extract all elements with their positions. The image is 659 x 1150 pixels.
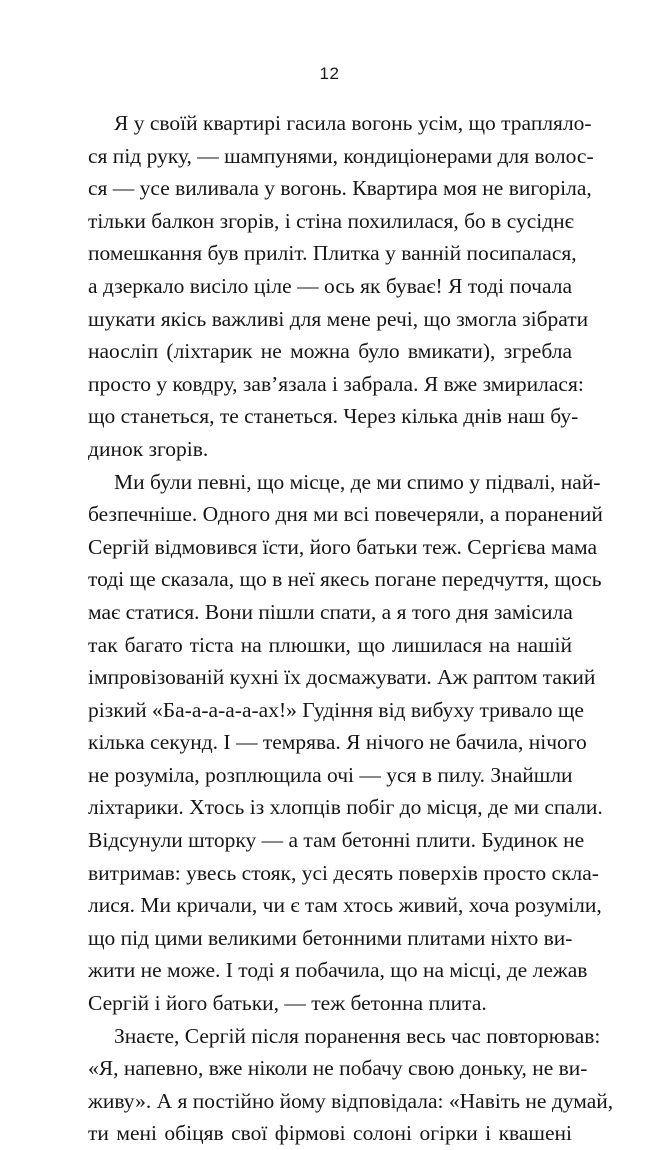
- text-line: кілька секунд. І — темрява. Я нічого не бачила, нічого: [88, 730, 587, 755]
- text-line: Відсунули шторку — а там бетонні плити. Будинок не: [88, 828, 585, 853]
- text-line: має статися. Вони пішли спати, а я того дня замісила: [88, 599, 573, 624]
- text-line: Знаєте, Сергій після поранення весь час повторював:: [114, 1023, 601, 1048]
- text-line: імпровізованій кухні їх досмажувати. Аж раптом такий: [88, 665, 596, 690]
- text-line: не розуміла, розплющила очі — уся в пилу. Знайшли: [88, 762, 573, 787]
- text-line: лися. Ми кричали, чи є там хтось живий, хоча розуміли,: [88, 893, 602, 918]
- text-line: різкий «Ба-а-а-а-а-ах!» Гудіння від вибуху тривало ще: [88, 697, 584, 722]
- text-line: жити не може. І тоді я побачила, що на місці, де лежав: [88, 958, 588, 983]
- text-line: живу». А я постійно йому відповідала: «Навіть не думай,: [88, 1088, 614, 1113]
- body-text: [88, 107, 614, 1150]
- text-line: Я у своїй квартирі гасила вогонь усім, що траплялo-: [114, 111, 592, 135]
- text-line: так багато тіста на плюшки, що лишилася на нашій: [88, 632, 572, 657]
- text-line: тоді ще сказала, що в неї якесь погане передчуття, щось: [88, 567, 602, 592]
- text-line: тільки балкон згорів, і стіна похилилася, бо в сусіднє: [88, 208, 574, 233]
- paragraph: [88, 107, 594, 466]
- text-line: що під цими великими бетонними плитами ніхто ви-: [88, 925, 573, 950]
- text-line: помешкання був приліт. Плитка у ванній посипалася,: [88, 241, 577, 266]
- text-line: ся під руку, — шампунями, кондиціонерами для волос-: [88, 143, 594, 168]
- text-line: наосліп (ліхтарик не можна було вмикати), згребла: [88, 339, 572, 364]
- text-line: шукати якісь важливі для мене речі, що змогла зібрати: [88, 306, 589, 331]
- text-line: безпечніше. Одного дня ми всі повечеряли, а поранений: [88, 502, 603, 527]
- text-line: витримав: увесь стояк, усі десять поверхів просто скла-: [88, 860, 599, 885]
- paragraph: [88, 466, 603, 1020]
- text-line: що станеться, те станеться. Через кілька днів наш бу-: [88, 404, 579, 429]
- text-line: ліхтарики. Хтось із хлопців побіг до місця, де ми спали.: [88, 795, 603, 820]
- text-line: ти мені обіцяв свої фірмові солоні огірки і квашені: [88, 1121, 572, 1146]
- text-line: а дзеркало висіло ціле — ось як буває! Я тоді почала: [88, 273, 572, 298]
- text-line: Сергій і його батьки, — теж бетонна плита.: [88, 991, 487, 1016]
- text-line: ся — усе виливала у вогонь. Квартира моя не вигоріла,: [88, 176, 592, 201]
- paragraph: [88, 1020, 614, 1150]
- text-line: просто у ковдру, зав’язала і забрала. Я вже змирилася:: [88, 371, 584, 396]
- text-line: «Я, напевно, вже ніколи не побачу свою доньку, не ви-: [88, 1056, 588, 1081]
- text-line: динок згорів.: [88, 436, 209, 461]
- text-line: Ми були певні, що місце, де ми спимо у підвалі, най-: [114, 469, 601, 494]
- page-number: 12: [319, 64, 340, 83]
- text-line: Сергій відмовився їсти, його батьки теж. Сергієва мама: [88, 534, 598, 559]
